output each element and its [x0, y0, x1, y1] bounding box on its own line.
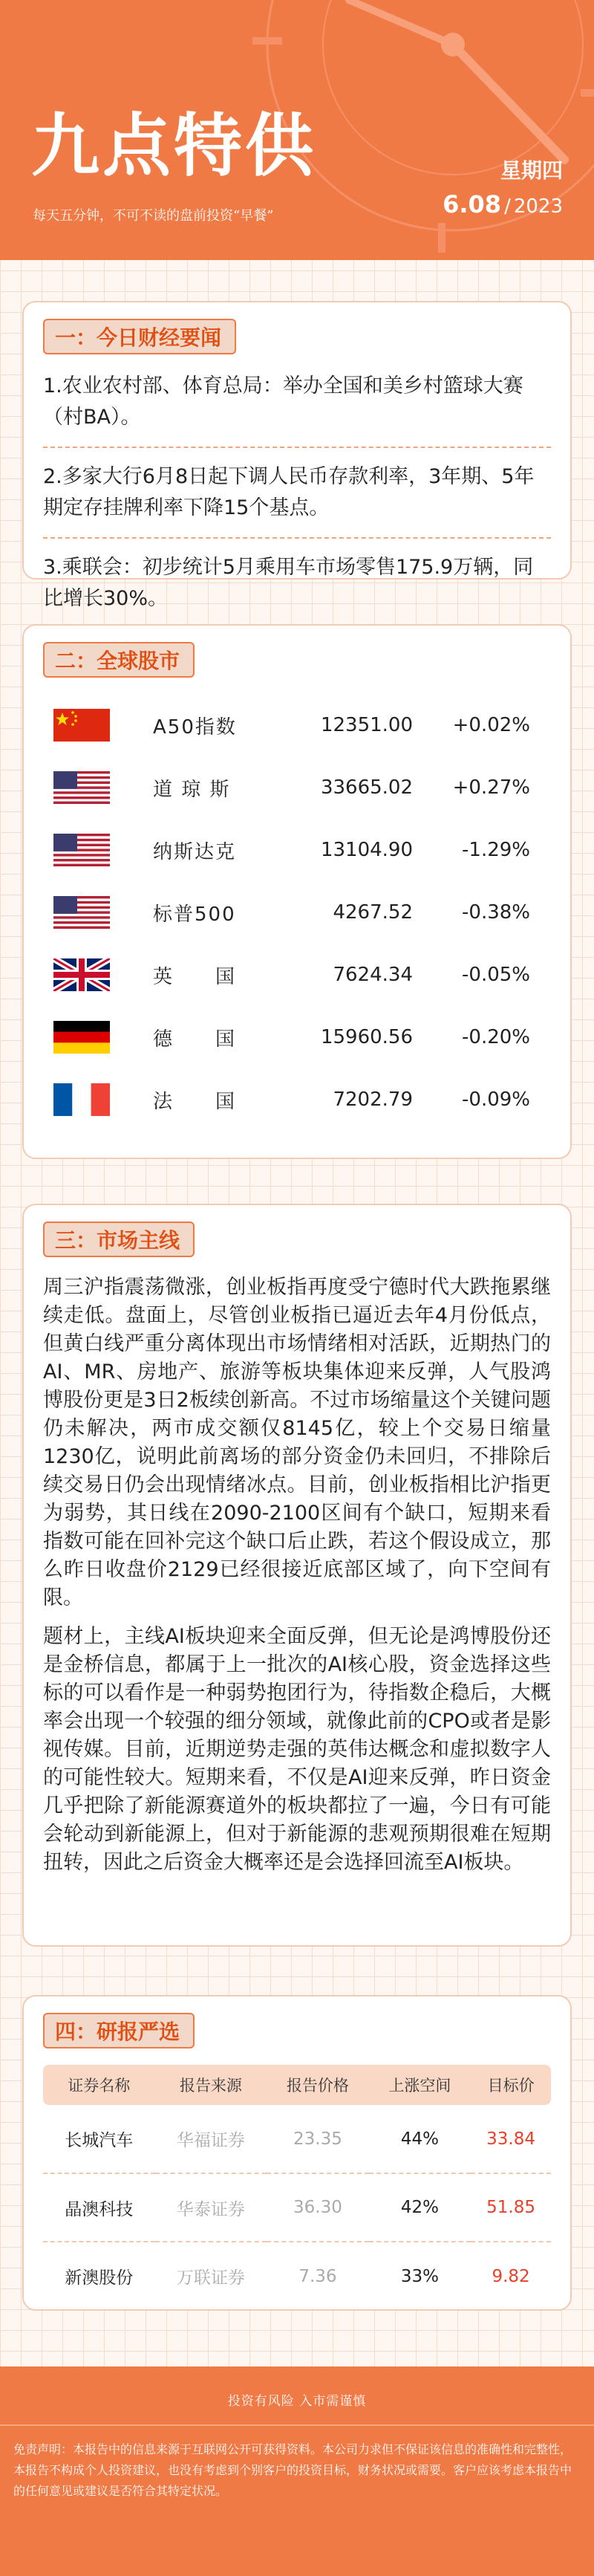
france-flag-icon: [53, 1083, 110, 1116]
stock-change: -0.09%: [462, 1089, 530, 1111]
market-paragraph: 题材上，主线AI板块迎来全面反弹，但无论是鸿博股份还是金桥信息，都属于上一批次的AI核心股，资金选择这些标的可以看作是一种弱势抱团行为，待指数企稳后，大概率会出现一个较强的细分领域，就像此前的CPO或者是影视传媒。目前，近期逆势走强的英伟达概念和虚拟数字人的可能性较大。短期来看，不仅是AI迎来反弹，昨日资金几乎把除了新能源赛道外的板块都拉了一遍，今日有可能会轮动到新能源上，但对于新能源的悲观预期很难在短期扭转，因此之后资金大概率还是会选择回流至AI板块。: [43, 1625, 551, 1874]
footer-divider: [0, 2424, 594, 2426]
stock-name: 英 国: [153, 965, 237, 988]
security-name: 新澳股份: [65, 2268, 134, 2288]
footer: [0, 2366, 594, 2576]
stock-row: [43, 881, 551, 944]
stock-row: [43, 756, 551, 819]
stock-change: +0.27%: [452, 776, 530, 799]
date-label: [443, 190, 563, 218]
stock-row: [43, 1068, 551, 1131]
germany-flag-icon: [53, 1021, 110, 1054]
stock-change: -0.05%: [462, 964, 530, 986]
stock-change: +0.02%: [452, 714, 530, 736]
stock-row: [43, 819, 551, 881]
news-item: 2.多家大行6月8日起下调人民币存款利率，3年期、5年期定存挂牌利率下降15个基点。: [43, 461, 551, 539]
global-stocks-section: [22, 624, 572, 1159]
header-banner: [0, 0, 594, 260]
report-source: 华福证券: [155, 2105, 267, 2173]
research-section-title: 四：研报严选: [43, 2013, 195, 2048]
column-header: 上涨空间: [369, 2065, 471, 2105]
stock-name: 德 国: [153, 1028, 237, 1051]
news-section: [22, 301, 572, 610]
stock-value: 15960.56: [320, 1026, 413, 1048]
risk-warning: 投资有风险 入市需谨慎: [227, 2394, 367, 2409]
stock-name: 道 琼 斯: [153, 778, 231, 801]
stock-value: 7202.79: [333, 1089, 413, 1111]
stock-value: 13104.90: [320, 839, 413, 861]
upside: 44%: [369, 2105, 471, 2173]
year-value: 2023: [513, 195, 563, 218]
usa-flag-icon: [53, 834, 110, 866]
security-name: 晶澳科技: [43, 2173, 155, 2242]
weekday-label: 星期四: [500, 158, 563, 183]
disclaimer: 免责声明：本报告中的信息来源于互联网公开可获得资料。本公司力求但不保证该信息的准确性和完整性，本报告不构成个人投资建议，也没有考虑到个别客户的投资目标，财务状况或需要。客户应该考虑本报告中的任何意见或建议是否符合其特定状况。: [13, 2442, 572, 2498]
usa-flag-icon: [53, 896, 110, 929]
target-price: 33.84: [471, 2105, 551, 2173]
stock-change: -1.29%: [462, 839, 530, 861]
market-paragraph: 周三沪指震荡微涨，创业板指再度受宁德时代大跌拖累继续走低。盘面上，尽管创业板指已逼近去年4月份低点，但黄白线严重分离体现出市场情绪相对活跃，近期热门的AI、MR、房地产、旅游等板块集体迎来反弹，人气股鸿博股份更是3日2板续创新高。不过市场缩量这个关键问题仍未解决，两市成交额仅8145亿，较上个交易日缩量1230亿，说明此前离场的部分资金仍未回归，不排除后续交易日仍会出现情绪冰点。目前，创业板指相比沪指更为弱势，其日线在2090-2100区间有个缺口，短期来看指数可能在回补完这个缺口后止跌，若这个假设成立，那么昨日收盘价2129已经很接近底部区域了，向下空间有限。: [43, 1276, 551, 1609]
stock-row: [43, 1006, 551, 1068]
stock-value: 7624.34: [333, 964, 413, 986]
stock-row: [43, 694, 551, 756]
upside: 42%: [369, 2173, 471, 2242]
research-table-header: [43, 2065, 551, 2105]
research-table: [43, 2065, 551, 2310]
table-row: [43, 2173, 551, 2242]
stock-row: [43, 944, 551, 1006]
stock-name: 纳斯达克: [153, 840, 237, 863]
date-separator: /: [504, 195, 511, 218]
column-header: 报告价格: [267, 2065, 369, 2105]
market-section: [22, 1204, 572, 1947]
target-price: 9.82: [492, 2266, 530, 2286]
news-item: 3.乘联会：初步统计5月乘用车市场零售175.9万辆，同比增长30%。: [43, 556, 534, 610]
report-source: 万联证券: [176, 2268, 245, 2288]
page-subtitle: 每天五分钟，不可不读的盘前投资“早餐”: [33, 208, 274, 224]
report-price: 7.36: [298, 2266, 337, 2286]
upside: 33%: [400, 2266, 439, 2286]
security-name: 长城汽车: [43, 2105, 155, 2173]
target-price: 51.85: [471, 2173, 551, 2242]
uk-flag-icon: [53, 958, 110, 991]
china-flag-icon: [53, 709, 110, 742]
column-header: 报告来源: [155, 2065, 267, 2105]
report-price: 36.30: [267, 2173, 369, 2242]
stock-change: -0.38%: [462, 901, 530, 924]
stock-value: 33665.02: [320, 776, 413, 799]
stock-name: 法 国: [153, 1090, 237, 1113]
table-row: [43, 2105, 551, 2173]
stock-value: 4267.52: [333, 901, 413, 924]
research-section: [22, 1995, 572, 2311]
stock-name: A50指数: [153, 716, 237, 739]
page-title: 九点特供: [31, 106, 317, 186]
usa-flag-icon: [53, 771, 110, 804]
stock-value: 12351.00: [320, 714, 413, 736]
stock-name: 标普500: [153, 903, 236, 926]
news-section-title: 一：今日财经要闻: [43, 319, 236, 354]
market-section-title: 三：市场主线: [43, 1222, 195, 1257]
stock-change: -0.20%: [462, 1026, 530, 1048]
date-value: 6.08: [443, 190, 502, 218]
news-item: 1.农业农村部、体育总局：举办全国和美乡村篮球大赛（村BA）。: [43, 371, 551, 448]
stocks-section-title: 二：全球股市: [43, 642, 195, 678]
column-header: 证券名称: [43, 2065, 155, 2105]
column-header: 目标价: [471, 2065, 551, 2105]
report-source: 华泰证券: [155, 2173, 267, 2242]
report-price: 23.35: [267, 2105, 369, 2173]
table-row: [43, 2242, 551, 2310]
